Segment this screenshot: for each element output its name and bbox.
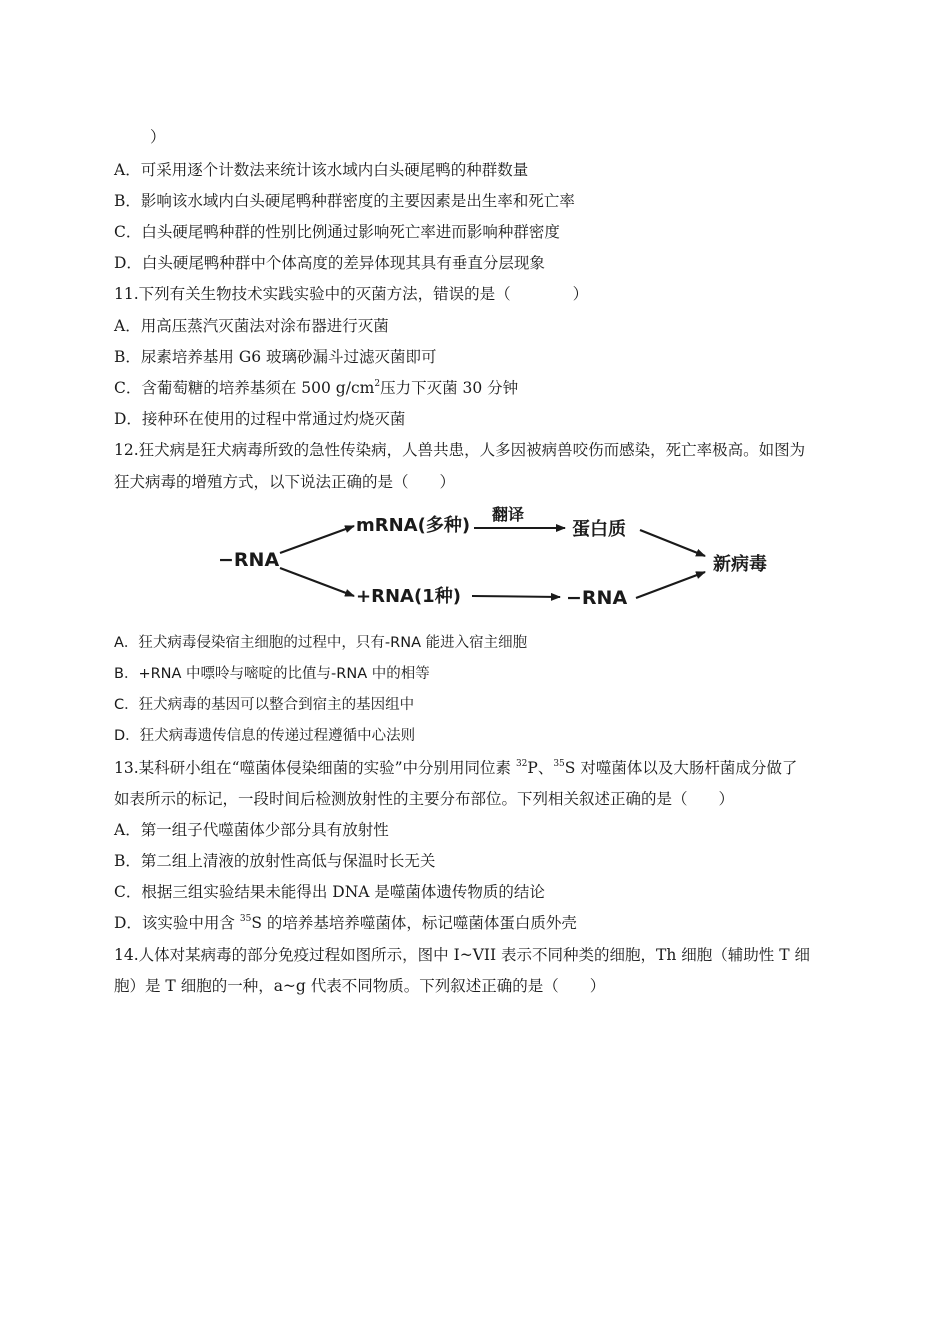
q12-option-d: D．狂犬病毒遗传信息的传递过程遵循中心法则	[114, 728, 416, 744]
q13-option-d-sup: 35	[239, 914, 252, 924]
diagram-protein: 蛋白质	[572, 519, 626, 540]
q10-option-a: A．可采用逐个计数法来统计该水域内白头硬尾鸭的种群数量	[114, 161, 529, 179]
q12-option-b: B．+RNA 中嘌呤与嘧啶的比值与-RNA 中的相等	[114, 666, 430, 682]
q11-option-b: B．尿素培养基用 G6 玻璃砂漏斗过滤灭菌即可	[114, 348, 437, 366]
diagram-mrna: mRNA(多种)	[356, 515, 471, 536]
q12-option-c: C．狂犬病毒的基因可以整合到宿主的基因组中	[114, 697, 415, 713]
q13-option-d-post: S 的培养基培养噬菌体，标记噬菌体蛋白质外壳	[251, 914, 577, 932]
q13-option-a: A．第一组子代噬菌体少部分具有放射性	[114, 821, 389, 839]
diagram-arrow-to-plus-rna	[280, 568, 354, 596]
q10-stem-tail: ）	[150, 128, 166, 146]
q11-option-c-pre: C．含葡萄糖的培养基须在 500 g/cm	[114, 379, 375, 397]
q12-stem-line2: 狂犬病毒的增殖方式，以下说法正确的是（ ）	[114, 473, 456, 491]
q14-stem-line2: 胞）是 T 细胞的一种，a~g 代表不同物质。下列叙述正确的是（ ）	[114, 977, 606, 995]
diagram-start-minus-rna: −RNA	[218, 549, 280, 571]
q13-option-b: B．第二组上清液的放射性高低与保温时长无关	[114, 852, 436, 870]
q10-option-d: D．白头硬尾鸭种群中个体高度的差异体现其具有垂直分层现象	[114, 254, 545, 272]
diagram-plus-rna: +RNA(1种)	[356, 586, 461, 607]
q11-option-d: D．接种环在使用的过程中常通过灼烧灭菌	[114, 410, 406, 428]
rabies-virus-replication-diagram	[210, 498, 790, 618]
diagram-arrow-to-mrna	[280, 526, 354, 553]
q13-stem-line2: 如表所示的标记，一段时间后检测放射性的主要分布部位。下列相关叙述正确的是（ ）	[114, 790, 735, 808]
diagram-arrow-protein-to-virus	[640, 530, 705, 556]
diagram-arrow-rna-to-virus	[636, 572, 705, 598]
q13-stem1-pre: 13.某科研小组在“噬菌体侵染细菌的实验”中分别用同位素	[114, 759, 516, 777]
diagram-translate-label: 翻译	[492, 505, 525, 524]
q13-stem1-mid: P、	[527, 759, 554, 777]
q13-sup-32: 32	[515, 759, 528, 769]
q11-option-c-sup: 2	[374, 379, 381, 389]
q13-option-c: C．根据三组实验结果未能得出 DNA 是噬菌体遗传物质的结论	[114, 883, 545, 901]
diagram-new-virus: 新病毒	[713, 554, 767, 575]
q13-sup-35: 35	[553, 759, 565, 769]
q11-option-c	[114, 378, 518, 398]
q14-stem-line1: 14.人体对某病毒的部分免疫过程如图所示，图中 I~VII 表示不同种类的细胞，Th 细胞（辅助性 T 细	[114, 946, 810, 964]
q10-option-c: C．白头硬尾鸭种群的性别比例通过影响死亡率进而影响种群密度	[114, 223, 560, 241]
q10-option-b: B．影响该水域内白头硬尾鸭种群密度的主要因素是出生率和死亡率	[114, 192, 575, 210]
q12-stem-line1: 12.狂犬病是狂犬病毒所致的急性传染病，人兽共患，人多因被病兽咬伤而感染，死亡率极高。如图为	[114, 441, 806, 459]
q12-option-a: A．狂犬病毒侵染宿主细胞的过程中，只有-RNA 能进入宿主细胞	[114, 635, 528, 651]
q13-option-d	[114, 913, 577, 933]
q11-option-c-post: 压力下灭菌 30 分钟	[380, 379, 519, 397]
diagram-minus-rna: −RNA	[566, 587, 628, 609]
q13-stem1-post: S 对噬菌体以及大肠杆菌成分做了	[564, 759, 798, 777]
q11-option-a: A．用高压蒸汽灭菌法对涂布器进行灭菌	[114, 317, 389, 335]
diagram-arrow-to-minus-rna	[472, 596, 560, 597]
q13-stem-line1	[114, 758, 797, 778]
q13-option-d-pre: D．该实验中用含	[114, 914, 240, 932]
q11-stem: 11.下列有关生物技术实践实验中的灭菌方法，错误的是（ ）	[114, 285, 589, 303]
